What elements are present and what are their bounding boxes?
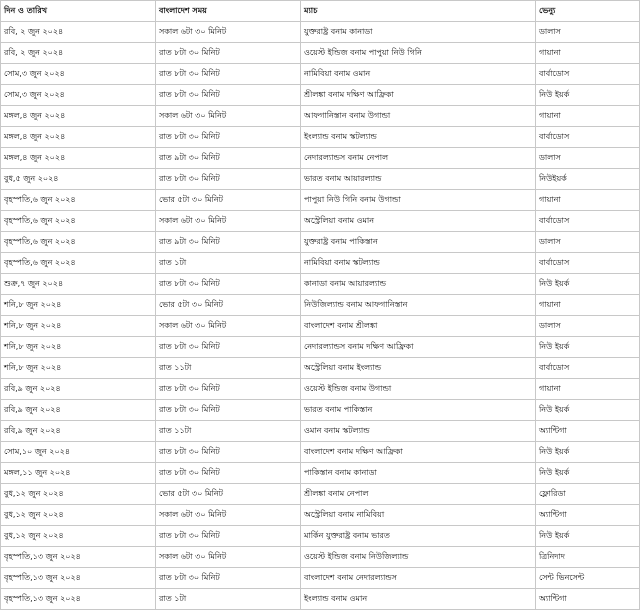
header-day-date: দিন ও তারিখ bbox=[1, 1, 156, 22]
day-date-cell: শুক্র,৭ জুন ২০২৪ bbox=[1, 274, 156, 295]
venue-cell: অ্যান্টিগা bbox=[536, 505, 640, 526]
day-date-cell: সোম,৩ জুন ২০২৪ bbox=[1, 85, 156, 106]
time-cell: রাত ৮টা ৩০ মিনিট bbox=[156, 274, 301, 295]
time-cell: রাত ৮টা ৩০ মিনিট bbox=[156, 400, 301, 421]
venue-cell: নিউইয়র্ক bbox=[536, 169, 640, 190]
day-date-cell: বুধ,১২ জুন ২০২৪ bbox=[1, 526, 156, 547]
day-date-cell: রবি,৯ জুন ২০২৪ bbox=[1, 400, 156, 421]
table-row bbox=[1, 127, 640, 148]
time-cell: রাত ৯টা ৩০ মিনিট bbox=[156, 148, 301, 169]
venue-cell: অ্যান্টিগা bbox=[536, 589, 640, 610]
table-row bbox=[1, 274, 640, 295]
table-row bbox=[1, 568, 640, 589]
venue-cell: বার্বাডোস bbox=[536, 64, 640, 85]
time-cell: সকাল ৬টা ৩০ মিনিট bbox=[156, 106, 301, 127]
venue-cell: নিউ ইয়র্ক bbox=[536, 274, 640, 295]
time-cell: রাত ৮টা ৩০ মিনিট bbox=[156, 463, 301, 484]
day-date-cell: বৃহস্পতি,৬ জুন ২০২৪ bbox=[1, 253, 156, 274]
match-cell: শ্রীলঙ্কা বনাম দক্ষিণ আফ্রিকা bbox=[301, 85, 536, 106]
time-cell: রাত ৮টা ৩০ মিনিট bbox=[156, 526, 301, 547]
table-row bbox=[1, 64, 640, 85]
match-cell: ভারত বনাম পাকিস্তান bbox=[301, 400, 536, 421]
venue-cell: গায়ানা bbox=[536, 43, 640, 64]
day-date-cell: বৃহস্পতি,১৩ জুন ২০২৪ bbox=[1, 547, 156, 568]
venue-cell: ত্রিনিদাদ bbox=[536, 547, 640, 568]
venue-cell: বার্বাডোস bbox=[536, 358, 640, 379]
day-date-cell: মঙ্গল,৪ জুন ২০২৪ bbox=[1, 148, 156, 169]
day-date-cell: রবি, ২ জুন ২০২৪ bbox=[1, 22, 156, 43]
day-date-cell: শনি,৮ জুন ২০২৪ bbox=[1, 358, 156, 379]
match-cell: মার্কিন যুক্তরাষ্ট্র বনাম ভারত bbox=[301, 526, 536, 547]
venue-cell: গায়ানা bbox=[536, 295, 640, 316]
venue-cell: ডালাস bbox=[536, 316, 640, 337]
table-row bbox=[1, 421, 640, 442]
day-date-cell: মঙ্গল,৪ জুন ২০২৪ bbox=[1, 106, 156, 127]
time-cell: রাত ১১টা bbox=[156, 421, 301, 442]
venue-cell: গায়ানা bbox=[536, 190, 640, 211]
header-match: ম্যাচ bbox=[301, 1, 536, 22]
match-cell: আফগানিস্তান বনাম উগান্ডা bbox=[301, 106, 536, 127]
day-date-cell: বৃহস্পতি,১৩ জুন ২০২৪ bbox=[1, 589, 156, 610]
venue-cell: গায়ানা bbox=[536, 106, 640, 127]
table-row bbox=[1, 463, 640, 484]
match-cell: অস্ট্রেলিয়া বনাম ওমান bbox=[301, 211, 536, 232]
day-date-cell: বৃহস্পতি,১৩ জুন ২০২৪ bbox=[1, 568, 156, 589]
match-cell: ওয়েস্ট ইন্ডিজ বনাম পাপুয়া নিউ গিনি bbox=[301, 43, 536, 64]
table-row bbox=[1, 358, 640, 379]
table-row bbox=[1, 106, 640, 127]
match-cell: যুক্তরাষ্ট্র বনাম কানাডা bbox=[301, 22, 536, 43]
day-date-cell: শনি,৮ জুন ২০২৪ bbox=[1, 337, 156, 358]
day-date-cell: বুধ,১২ জুন ২০২৪ bbox=[1, 484, 156, 505]
match-cell: পাকিস্তান বনাম কানাডা bbox=[301, 463, 536, 484]
venue-cell: ফ্লোরিডা bbox=[536, 484, 640, 505]
time-cell: রাত ৮টা ৩০ মিনিট bbox=[156, 43, 301, 64]
table-row bbox=[1, 253, 640, 274]
match-cell: অস্ট্রেলিয়া বনাম ইংল্যান্ড bbox=[301, 358, 536, 379]
table-row bbox=[1, 148, 640, 169]
time-cell: রাত ১টা bbox=[156, 253, 301, 274]
venue-cell: নিউ ইয়র্ক bbox=[536, 463, 640, 484]
table-row bbox=[1, 547, 640, 568]
match-cell: নিউজিল্যান্ড বনাম আফগানিস্তান bbox=[301, 295, 536, 316]
match-cell: ওয়েস্ট ইন্ডিজ বনাম নিউজিল্যান্ড bbox=[301, 547, 536, 568]
time-cell: সকাল ৬টা ৩০ মিনিট bbox=[156, 211, 301, 232]
venue-cell: সেন্ট ভিনসেন্ট bbox=[536, 568, 640, 589]
table-row bbox=[1, 232, 640, 253]
time-cell: রাত ৮টা ৩০ মিনিট bbox=[156, 568, 301, 589]
venue-cell: নিউ ইয়র্ক bbox=[536, 442, 640, 463]
match-cell: ইংল্যান্ড বনাম স্কটল্যান্ড bbox=[301, 127, 536, 148]
table-row bbox=[1, 526, 640, 547]
match-cell: পাপুয়া নিউ গিনি বনাম উগান্ডা bbox=[301, 190, 536, 211]
match-cell: শ্রীলঙ্কা বনাম নেপাল bbox=[301, 484, 536, 505]
day-date-cell: বৃহস্পতি,৬ জুন ২০২৪ bbox=[1, 190, 156, 211]
venue-cell: নিউ ইয়র্ক bbox=[536, 526, 640, 547]
time-cell: রাত ৮টা ৩০ মিনিট bbox=[156, 85, 301, 106]
venue-cell: ডালাস bbox=[536, 232, 640, 253]
venue-cell: নিউ ইয়র্ক bbox=[536, 400, 640, 421]
day-date-cell: রবি, ২ জুন ২০২৪ bbox=[1, 43, 156, 64]
table-row bbox=[1, 505, 640, 526]
time-cell: রাত ৮টা ৩০ মিনিট bbox=[156, 127, 301, 148]
venue-cell: ডালাস bbox=[536, 22, 640, 43]
match-cell: ওমান বনাম স্কটল্যান্ড bbox=[301, 421, 536, 442]
time-cell: রাত ৮টা ৩০ মিনিট bbox=[156, 169, 301, 190]
day-date-cell: সোম,৩ জুন ২০২৪ bbox=[1, 64, 156, 85]
table-row bbox=[1, 316, 640, 337]
match-cell: ইংল্যান্ড বনাম ওমান bbox=[301, 589, 536, 610]
time-cell: রাত ৮টা ৩০ মিনিট bbox=[156, 64, 301, 85]
table-row bbox=[1, 442, 640, 463]
match-cell: অস্ট্রেলিয়া বনাম নামিবিয়া bbox=[301, 505, 536, 526]
match-cell: যুক্তরাষ্ট্র বনাম পাকিস্তান bbox=[301, 232, 536, 253]
time-cell: ভোর ৫টা ৩০ মিনিট bbox=[156, 484, 301, 505]
header-venue: ভেন্যু bbox=[536, 1, 640, 22]
table-row bbox=[1, 484, 640, 505]
table-row bbox=[1, 22, 640, 43]
match-cell: কানাডা বনাম আয়ারল্যান্ড bbox=[301, 274, 536, 295]
venue-cell: গায়ানা bbox=[536, 379, 640, 400]
day-date-cell: শনি,৮ জুন ২০২৪ bbox=[1, 295, 156, 316]
time-cell: ভোর ৫টা ৩০ মিনিট bbox=[156, 190, 301, 211]
time-cell: সকাল ৬টা ৩০ মিনিট bbox=[156, 22, 301, 43]
time-cell: সকাল ৬টা ৩০ মিনিট bbox=[156, 547, 301, 568]
venue-cell: ডালাস bbox=[536, 148, 640, 169]
table-row bbox=[1, 190, 640, 211]
time-cell: রাত ৮টা ৩০ মিনিট bbox=[156, 337, 301, 358]
table-body bbox=[1, 22, 640, 610]
day-date-cell: রবি,৯ জুন ২০২৪ bbox=[1, 379, 156, 400]
day-date-cell: বৃহস্পতি,৬ জুন ২০২৪ bbox=[1, 211, 156, 232]
table-row bbox=[1, 337, 640, 358]
table-row bbox=[1, 379, 640, 400]
table-row bbox=[1, 85, 640, 106]
match-cell: নেদারল্যান্ডস বনাম নেপাল bbox=[301, 148, 536, 169]
match-cell: ওয়েস্ট ইন্ডিজ বনাম উগান্ডা bbox=[301, 379, 536, 400]
time-cell: রাত ৮টা ৩০ মিনিট bbox=[156, 379, 301, 400]
header-bangladesh-time: বাংলাদেশ সময় bbox=[156, 1, 301, 22]
table-row bbox=[1, 400, 640, 421]
day-date-cell: মঙ্গল,১১ জুন ২০২৪ bbox=[1, 463, 156, 484]
day-date-cell: বুধ,৫ জুন ২০২৪ bbox=[1, 169, 156, 190]
table-row bbox=[1, 169, 640, 190]
day-date-cell: বৃহস্পতি,৬ জুন ২০২৪ bbox=[1, 232, 156, 253]
match-cell: বাংলাদেশ বনাম দক্ষিণ আফ্রিকা bbox=[301, 442, 536, 463]
match-cell: বাংলাদেশ বনাম নেদারল্যান্ডস bbox=[301, 568, 536, 589]
venue-cell: বার্বাডোস bbox=[536, 211, 640, 232]
time-cell: রাত ১১টা bbox=[156, 358, 301, 379]
time-cell: সকাল ৬টা ৩০ মিনিট bbox=[156, 505, 301, 526]
day-date-cell: মঙ্গল,৪ জুন ২০২৪ bbox=[1, 127, 156, 148]
venue-cell: অ্যান্টিগা bbox=[536, 421, 640, 442]
venue-cell: নিউ ইয়র্ক bbox=[536, 337, 640, 358]
time-cell: রাত ৯টা ৩০ মিনিট bbox=[156, 232, 301, 253]
venue-cell: নিউ ইয়র্ক bbox=[536, 85, 640, 106]
table-header-row bbox=[1, 1, 640, 22]
time-cell: রাত ৮টা ৩০ মিনিট bbox=[156, 442, 301, 463]
day-date-cell: সোম,১০ জুন ২০২৪ bbox=[1, 442, 156, 463]
day-date-cell: রবি,৯ জুন ২০২৪ bbox=[1, 421, 156, 442]
venue-cell: বার্বাডোস bbox=[536, 253, 640, 274]
venue-cell: বার্বাডোস bbox=[536, 127, 640, 148]
match-cell: বাংলাদেশ বনাম শ্রীলঙ্কা bbox=[301, 316, 536, 337]
time-cell: ভোর ৫টা ৩০ মিনিট bbox=[156, 295, 301, 316]
match-cell: নামিবিয়া বনাম ওমান bbox=[301, 64, 536, 85]
match-cell: ভারত বনাম আয়ারল্যান্ড bbox=[301, 169, 536, 190]
table-row bbox=[1, 211, 640, 232]
time-cell: রাত ১টা bbox=[156, 589, 301, 610]
day-date-cell: বুধ,১২ জুন ২০২৪ bbox=[1, 505, 156, 526]
table-row bbox=[1, 43, 640, 64]
time-cell: সকাল ৬টা ৩০ মিনিট bbox=[156, 316, 301, 337]
table-row bbox=[1, 295, 640, 316]
table-row bbox=[1, 589, 640, 610]
match-cell: নামিবিয়া বনাম স্কটল্যান্ড bbox=[301, 253, 536, 274]
match-cell: নেদারল্যান্ডস বনাম দক্ষিণ আফ্রিকা bbox=[301, 337, 536, 358]
day-date-cell: শনি,৮ জুন ২০২৪ bbox=[1, 316, 156, 337]
